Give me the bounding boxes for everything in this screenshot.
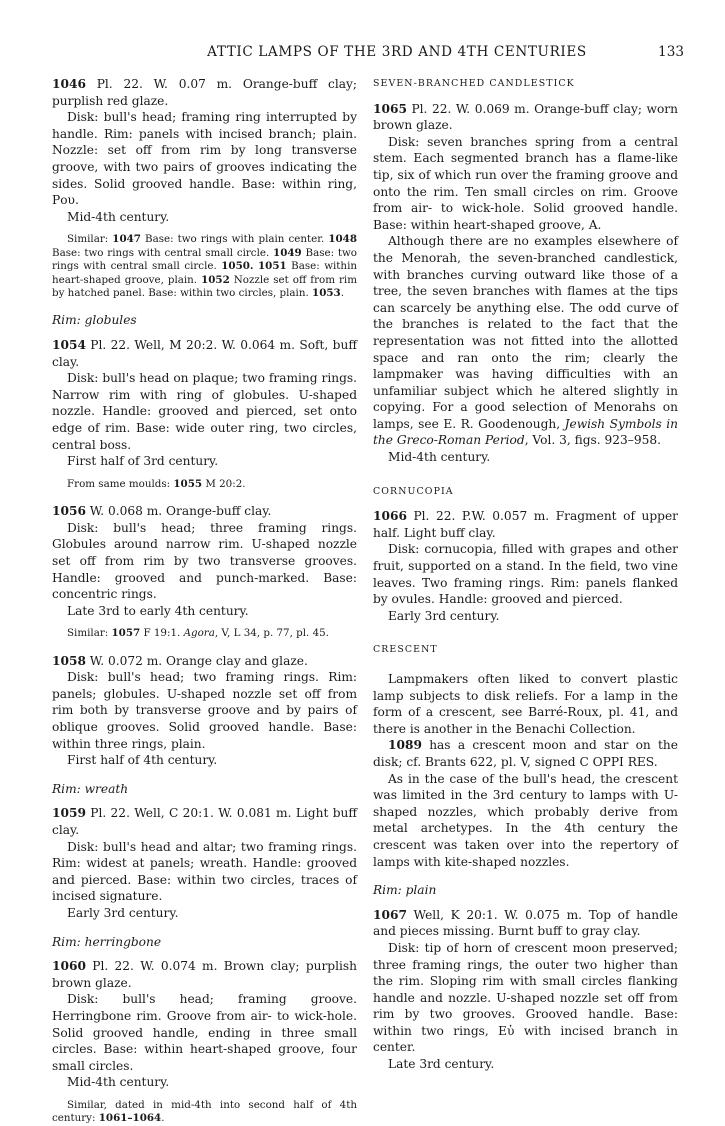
entry-description: Disk: seven branches spring from a central stem. Each segmented branch has a flame-like tip, six of which run over the framing groove and onto the rim. Ten small circles on rim. Groove from air- to wick-hole. Solid grooved handle. Base: within heart-shaped groove, Α. xyxy=(373,134,678,232)
entry-description: Disk: bull's head; two framing rings. Rim: panels; globules. U-shaped nozzle set off from rim both by transverse groove and by pairs of oblique grooves. Solid grooved handle. Base: within three rings, plain. xyxy=(52,670,357,751)
note-text: Similar, dated in mid-4th into second half of 4th century: xyxy=(52,1098,357,1125)
entry-date: Early 3rd century. xyxy=(388,608,500,623)
note-text: Similar: xyxy=(67,627,112,640)
entry-1054 xyxy=(52,337,357,491)
publication-title: Jewish Symbols in the Greco-Roman Period xyxy=(373,416,678,448)
page-number: 133 xyxy=(658,44,684,60)
catalog-number: 1059 xyxy=(52,806,86,821)
note-text: From same moulds: xyxy=(67,477,174,490)
catalog-number: 1051 xyxy=(257,260,287,273)
similar-note xyxy=(52,233,357,300)
entry-description: Disk: bull's head and altar; two framing rings. Rim: widest at panels; wreath. Handle: grooved and pierced. Base: within two circles, traces of incised signature. xyxy=(52,839,357,904)
section-heading-herringbone: Rim: herringbone xyxy=(52,934,162,949)
similar-note xyxy=(52,627,357,640)
catalog-number: 1057 xyxy=(111,627,141,640)
right-column xyxy=(373,76,678,1073)
entry-date: Late 3rd century. xyxy=(388,1057,495,1072)
section-heading-cornucopia: CORNUCOPIA xyxy=(373,485,454,497)
entry-1046 xyxy=(52,76,357,300)
catalog-number: 1065 xyxy=(373,101,407,116)
entry-description: Disk: bull's head on plaque; two framing rings. Narrow rim with ring of globules. U-shaped nozzle. Handle: grooved and pierced, set onto edge of rim. Base: wide outer ring, two circles, central boss. xyxy=(52,371,357,452)
section-heading-crescent: CRESCENT xyxy=(373,644,438,656)
catalog-number: 1050. xyxy=(221,260,254,273)
catalog-number: 1053 xyxy=(312,286,341,299)
note-text: F 19:1. xyxy=(140,627,184,640)
entry-description: Disk: bull's head; three framing rings. Globules around narrow rim. U-shaped nozzle set off from rim by two transverse grooves. Handle: grooved and punch-marked. Base: concentric rings. xyxy=(52,520,357,602)
entry-date: Mid-4th century. xyxy=(388,450,491,465)
note-text: , V, L 34, p. 77, pl. 45. xyxy=(214,627,329,640)
commentary-paragraph: Lampmakers often liked to convert plastic lamp subjects to disk reliefs. For a lamp in the form of a crescent, see Barré-Roux, pl. 41, and there is another in the Benachi Collection. xyxy=(373,672,678,736)
catalog-number: 1066 xyxy=(373,509,407,524)
catalog-number: 1047 xyxy=(112,233,141,246)
similar-note xyxy=(52,478,357,491)
catalog-number: 1061–1064 xyxy=(98,1112,162,1125)
catalog-number: 1089 xyxy=(388,738,422,753)
commentary-text: has a crescent moon and star on the disk; cf. Brants 622, pl. V, signed C OPPI RES. xyxy=(373,738,678,769)
entry-date: Mid-4th century. xyxy=(67,1075,170,1090)
catalog-number: 1056 xyxy=(52,504,86,519)
catalog-number: 1048 xyxy=(328,233,357,246)
entry-lead: Well, K 20:1. W. 0.075 m. Top of handle and pieces missing. Burnt buff to gray clay. xyxy=(373,907,678,939)
entry-lead: Pl. 22. W. 0.069 m. Orange-buff clay; worn brown glaze. xyxy=(373,101,678,133)
entry-date: Late 3rd to early 4th century. xyxy=(67,603,249,618)
left-column xyxy=(52,76,357,1126)
catalog-number: 1055 xyxy=(173,477,203,490)
commentary-paragraph: As in the case of the bull's head, the crescent was limited in the 3rd century to lamps with U-shaped nozzles, which probably derive from metal archetypes. In the 4th century the crescent was taken over into the repertory of lamps with kite-shaped nozzles. xyxy=(373,771,678,869)
running-title: ATTIC LAMPS OF THE 3RD AND 4TH CENTURIES xyxy=(207,44,587,60)
note-text: . xyxy=(340,286,344,299)
entry-date: Early 3rd century. xyxy=(67,906,179,920)
entry-description: Disk: bull's head; framing groove. Herringbone rim. Groove from air- to wick-hole. Solid grooved handle, ending in three small circles. Base: within heart-shaped groove, four small circles. xyxy=(52,992,357,1073)
entry-lead: Pl. 22. Well, C 20:1. W. 0.081 m. Light buff clay. xyxy=(52,806,357,838)
section-heading-wreath: Rim: wreath xyxy=(52,781,129,796)
catalog-number: 1067 xyxy=(373,907,407,922)
entry-1056 xyxy=(52,503,357,641)
running-header xyxy=(52,44,684,64)
commentary-paragraph xyxy=(373,737,678,770)
entry-1065 xyxy=(373,101,678,466)
note-text: Base: two rings with central small circle. xyxy=(52,246,274,259)
entry-lead: Pl. 22. W. 0.07 m. Orange-buff clay; purplish red glaze. xyxy=(52,77,357,108)
similar-note xyxy=(52,1099,357,1126)
section-heading-plain: Rim: plain xyxy=(373,883,437,898)
section-heading-globules: Rim: globules xyxy=(52,313,137,328)
commentary-text: Although there are no examples elsewhere of the Menorah, the seven-branched candlestick, with branches curving outward like those of a tree, the seven branches with flames at the tips can scarcely be anything else. The odd curve of the branches is related to the fact that the representation was not fitted into the allotted space and ran onto the rim; clearly the lampmaker was having difficulties with an unfamiliar subject which he altered slightly in copying. For a good selection of Menorahs on lamps, see E. R. Goodenough, xyxy=(373,234,678,431)
catalog-number: 1054 xyxy=(52,337,86,352)
crescent-section xyxy=(373,671,678,870)
entry-lead: Pl. 22. Well, M 20:2. W. 0.064 m. Soft, buff clay. xyxy=(52,337,357,369)
catalog-number: 1046 xyxy=(52,77,86,91)
entry-1058 xyxy=(52,653,357,769)
entry-1067 xyxy=(373,907,678,1073)
note-text: Nozzle set off from rim by hatched panel. Base: within two circles, plain. xyxy=(52,273,357,299)
note-text: Base: within heart-shaped groove, plain. xyxy=(52,260,357,286)
entry-lead: Pl. 22. P.W. 0.057 m. Fragment of upper half. Light buff clay. xyxy=(373,509,678,540)
entry-1059 xyxy=(52,805,357,921)
note-text: Similar: xyxy=(67,233,113,246)
publication-title: Agora xyxy=(183,627,215,640)
entry-lead: Pl. 22. W. 0.074 m. Brown clay; purplish brown glaze. xyxy=(52,959,357,990)
entry-lead: W. 0.068 m. Orange-buff clay. xyxy=(85,504,272,519)
note-text: Base: two rings with central small circle. xyxy=(52,246,357,273)
section-heading-candlestick: SEVEN-BRANCHED CANDLESTICK xyxy=(373,78,575,89)
commentary-text: , Vol. 3, figs. 923–958. xyxy=(524,433,662,448)
catalog-number: 1049 xyxy=(273,246,302,259)
entry-description: Disk: tip of horn of crescent moon preserved; three framing rings, the outer two higher than the rim. Sloping rim with small circles flanking handle and nozzle. U-shaped nozzle set off from rim by two grooves. Grooved handle. Base: within two rings, Εὐ with incised branch in center. xyxy=(373,940,678,1055)
entry-1066 xyxy=(373,508,678,624)
entry-date: Mid-4th century. xyxy=(67,209,170,224)
entry-lead: W. 0.072 m. Orange clay and glaze. xyxy=(85,653,308,668)
entry-date: First half of 4th century. xyxy=(67,753,218,768)
entry-date: First half of 3rd century. xyxy=(67,454,219,469)
catalog-number: 1052 xyxy=(201,273,230,286)
entry-description: Disk: cornucopia, filled with grapes and other fruit, supported on a stand. In the field, two vine leaves. Two framing rings. Rim: panels flanked by ovules. Handle: grooved and pierced. xyxy=(373,542,678,607)
entry-description: Disk: bull's head; framing ring interrupted by handle. Rim: panels with incised branch; plain. Nozzle: set off from rim by long transverse groove, with two pairs of grooves indicating the sides. Solid grooved handle. Base: within ring, Ρου. xyxy=(52,110,357,208)
commentary-paragraph xyxy=(373,233,678,449)
entry-1060 xyxy=(52,958,357,1126)
note-text: . xyxy=(161,1112,165,1125)
note-text: M 20:2. xyxy=(202,477,246,490)
catalog-number: 1058 xyxy=(52,653,86,668)
note-text: Base: two rings with plain center. xyxy=(140,233,329,246)
catalog-number: 1060 xyxy=(52,959,86,974)
